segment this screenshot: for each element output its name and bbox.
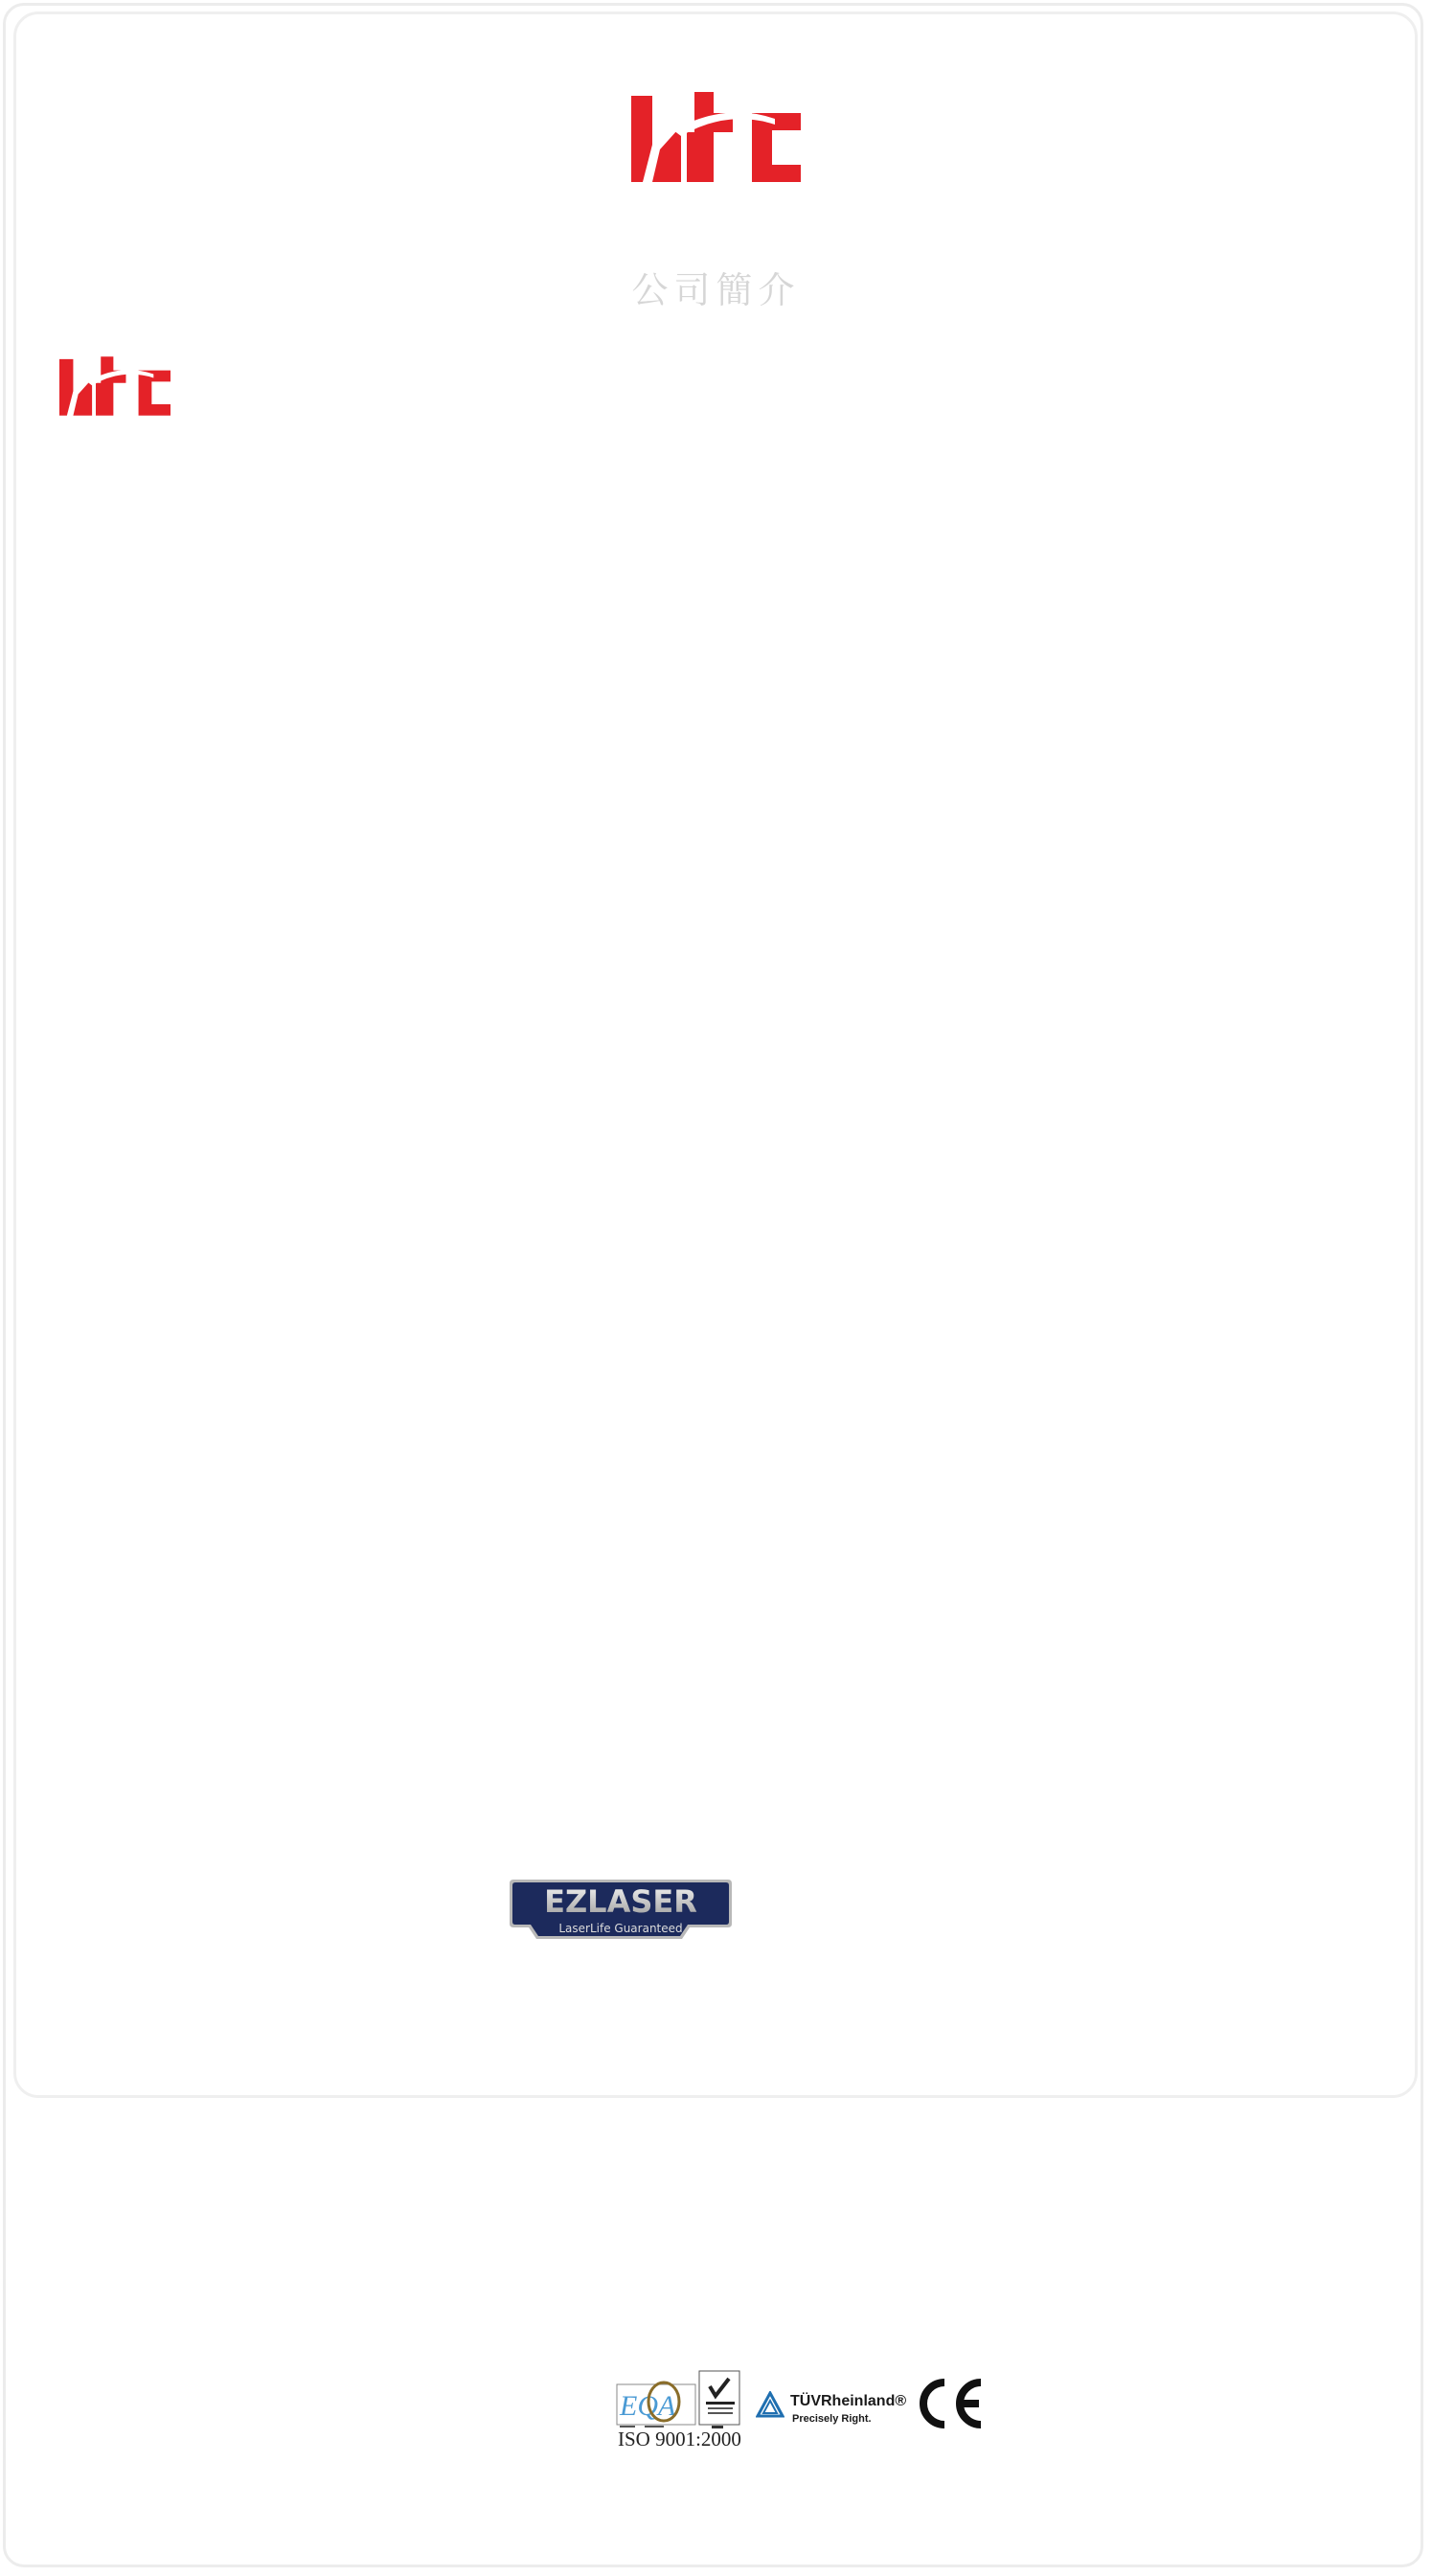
ezlaser-logo <box>508 1878 734 1943</box>
ce-mark-icon <box>914 2375 985 2432</box>
ltc-logo <box>631 92 801 182</box>
tuv-rheinland-certification <box>756 2389 907 2437</box>
page-title: 公司簡介 <box>631 269 801 311</box>
tuv-triangle-icon <box>756 2391 784 2418</box>
iso-certification-label: ISO 9001:2000 <box>618 2428 741 2451</box>
svg-text:EQA: EQA <box>620 2390 676 2422</box>
tuv-tagline: Precisely Right. <box>792 2413 872 2425</box>
ezlaser-wordmark: EZLASER <box>544 1883 697 1920</box>
company-profile-card <box>13 11 1418 2098</box>
tuv-name: TÜVRheinland® <box>790 2393 907 2409</box>
ezlaser-tagline: LaserLife Guaranteed <box>558 1922 683 1935</box>
ltc-logo-inline <box>59 356 170 416</box>
